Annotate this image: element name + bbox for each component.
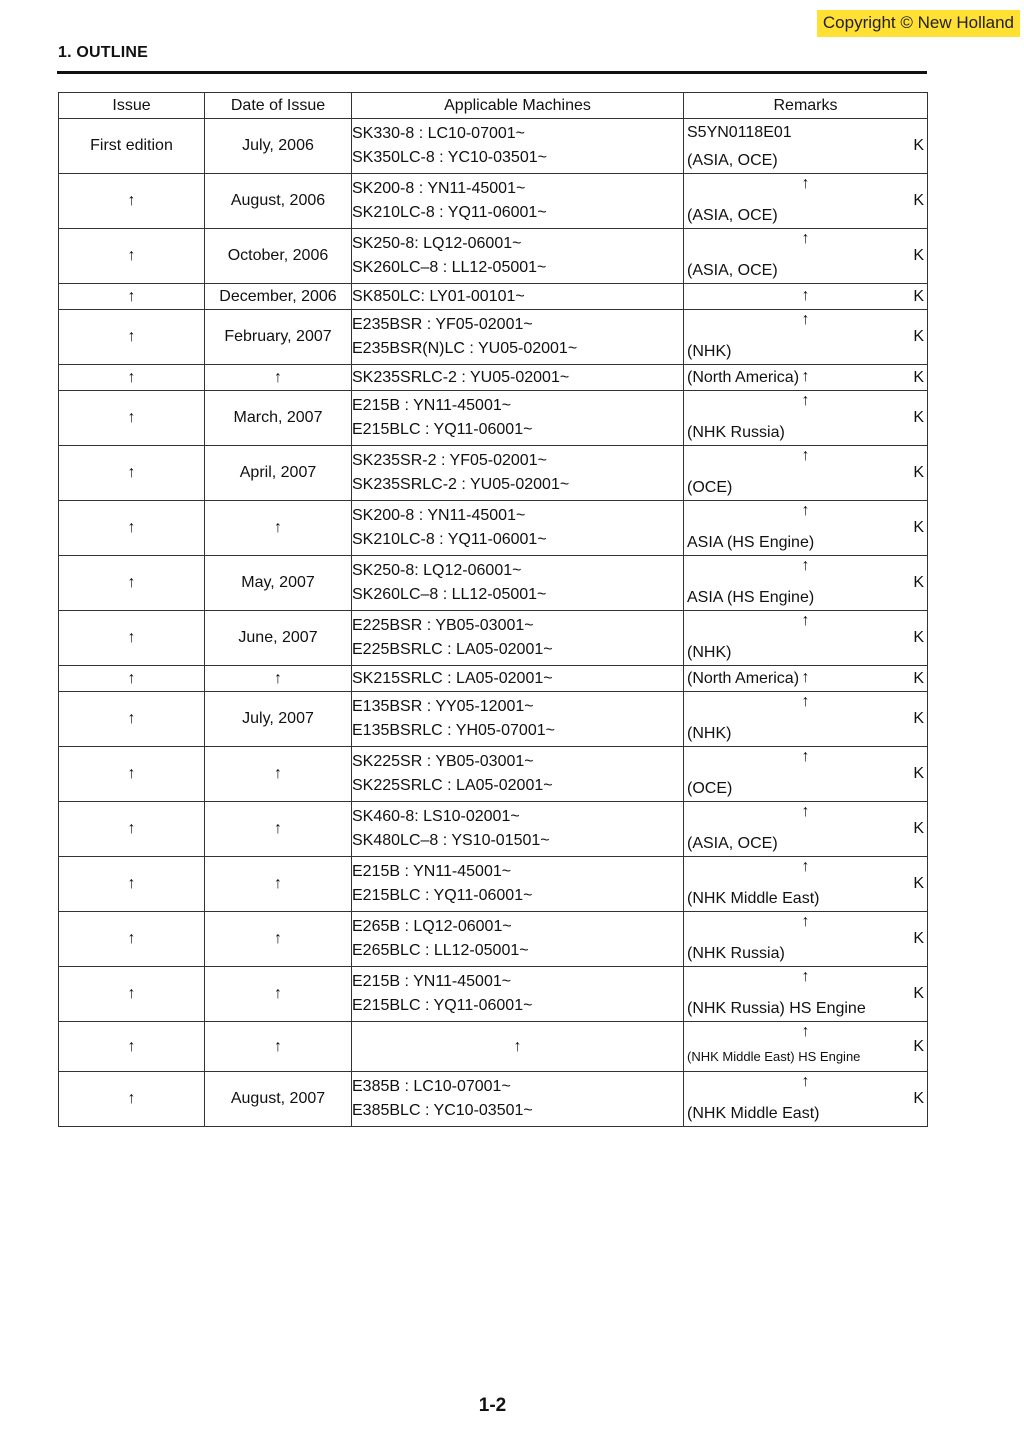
remark-code: K: [913, 765, 924, 782]
remark-region: (OCE): [687, 479, 733, 496]
remarks-cell: [684, 556, 928, 611]
machine-line: SK235SRLC-2 : YU05-02001~: [352, 368, 570, 386]
remark-code: K: [913, 820, 924, 837]
remarks-cell: [684, 365, 928, 391]
machine-line: SK225SRLC : LA05-02001~: [352, 777, 553, 794]
remarks-cell: [684, 310, 928, 365]
table-row: [59, 556, 928, 611]
machine-line: SK200-8 : YN11-45001~: [352, 180, 526, 197]
remark-code: K: [913, 192, 924, 209]
header-date: Date of Issue: [205, 93, 352, 119]
date-cell: October, 2006: [205, 229, 352, 284]
machine-line: E385B : LC10-07001~: [352, 1078, 511, 1095]
remark-top: ↑: [801, 368, 810, 385]
machine-line: E265BLC : LL12-05001~: [352, 942, 529, 959]
machines-cell: [352, 747, 684, 802]
date-cell: June, 2007: [205, 611, 352, 666]
remarks-cell: [684, 666, 928, 692]
machine-line: SK250-8: LQ12-06001~: [352, 562, 522, 579]
machines-cell: [352, 692, 684, 747]
remark-top: ↑: [801, 612, 810, 629]
issue-cell: ↑: [59, 284, 205, 310]
machines-cell: [352, 857, 684, 912]
table-row: [59, 1022, 928, 1072]
remarks-cell: [684, 1072, 928, 1127]
issue-cell: ↑: [59, 446, 205, 501]
remark-top: ↑: [801, 913, 810, 930]
machine-line: SK210LC-8 : YQ11-06001~: [352, 204, 547, 221]
remark-region: (North America): [687, 670, 800, 687]
remarks-cell: [684, 912, 928, 967]
remark-top: ↑: [801, 502, 810, 519]
issue-cell: ↑: [59, 391, 205, 446]
copyright-badge: Copyright © New Holland: [817, 10, 1020, 37]
machines-cell: [352, 310, 684, 365]
remark-code: K: [913, 669, 924, 687]
machine-line: E235BSR(N)LC : YU05-02001~: [352, 340, 578, 357]
remark-top: ↑: [801, 447, 810, 464]
remark-region: (ASIA, OCE): [687, 207, 778, 224]
remark-code: K: [913, 328, 924, 345]
table-row: [59, 310, 928, 365]
machines-cell: [352, 174, 684, 229]
issue-cell: ↑: [59, 365, 205, 391]
table-row: [59, 912, 928, 967]
remark-region: ASIA (HS Engine): [687, 589, 815, 606]
table-row: [59, 229, 928, 284]
remark-code: K: [913, 247, 924, 264]
table-row: [59, 391, 928, 446]
machines-cell: [352, 446, 684, 501]
remark-code: K: [913, 629, 924, 646]
machine-line: SK210LC-8 : YQ11-06001~: [352, 531, 547, 548]
machine-line: SK460-8: LS10-02001~: [352, 808, 520, 825]
remark-top: ↑: [801, 968, 810, 985]
title-rule: [57, 71, 927, 74]
issue-cell: ↑: [59, 666, 205, 692]
remarks-cell: [684, 747, 928, 802]
machine-line: SK235SRLC-2 : YU05-02001~: [352, 476, 570, 493]
remark-region: (North America): [687, 369, 800, 386]
issue-cell: ↑: [59, 802, 205, 857]
remark-region: (OCE): [687, 780, 733, 797]
remark-code: K: [913, 368, 924, 386]
remark-region: (NHK Russia): [687, 945, 785, 962]
remark-code: K: [913, 930, 924, 947]
remark-region: (ASIA, OCE): [687, 152, 778, 169]
remarks-cell: [684, 1022, 928, 1072]
remark-code: K: [913, 985, 924, 1002]
machine-line: SK200-8 : YN11-45001~: [352, 507, 526, 524]
remarks-cell: [684, 692, 928, 747]
issue-cell: ↑: [59, 556, 205, 611]
remarks-cell: [684, 501, 928, 556]
date-cell: August, 2007: [205, 1072, 352, 1127]
remark-top: ↑: [801, 392, 810, 409]
machines-cell: [352, 501, 684, 556]
remark-code: K: [913, 287, 924, 305]
date-cell: ↑: [205, 666, 352, 692]
header-issue: Issue: [59, 93, 205, 119]
machine-line: SK850LC: LY01-00101~: [352, 287, 525, 305]
date-cell: July, 2007: [205, 692, 352, 747]
issue-cell: ↑: [59, 857, 205, 912]
table-row: [59, 1072, 928, 1127]
table-row: [59, 365, 928, 391]
machines-cell: [352, 365, 684, 391]
machine-line: E385BLC : YC10-03501~: [352, 1102, 533, 1119]
machine-line: SK250-8: LQ12-06001~: [352, 235, 522, 252]
table-row: [59, 284, 928, 310]
machine-line: E235BSR : YF05-02001~: [352, 316, 533, 333]
machine-line: E215B : YN11-45001~: [352, 973, 512, 990]
remark-region: (ASIA, OCE): [687, 262, 778, 279]
remark-code: K: [913, 409, 924, 426]
machine-line: SK215SRLC : LA05-02001~: [352, 669, 553, 687]
remark-top: ↑: [801, 175, 810, 192]
issue-cell: First edition: [59, 119, 205, 174]
machines-cell: [352, 284, 684, 310]
machines-cell: [352, 556, 684, 611]
table-body: [59, 119, 928, 1127]
issue-cell: ↑: [59, 967, 205, 1022]
date-cell: ↑: [205, 501, 352, 556]
machines-cell: [352, 1022, 684, 1072]
date-cell: April, 2007: [205, 446, 352, 501]
date-cell: August, 2006: [205, 174, 352, 229]
date-cell: ↑: [205, 1022, 352, 1072]
revision-table: [58, 92, 928, 1127]
machine-line: SK480LC–8 : YS10-01501~: [352, 832, 550, 849]
remarks-cell: [684, 967, 928, 1022]
remark-code: K: [913, 1090, 924, 1107]
remark-top: S5YN0118E01: [687, 124, 792, 141]
remark-top: ↑: [801, 557, 810, 574]
machine-line: E225BSRLC : LA05-02001~: [352, 641, 553, 658]
date-cell: ↑: [205, 967, 352, 1022]
remark-region: (NHK): [687, 725, 732, 742]
remark-region: (NHK Middle East): [687, 890, 820, 907]
machine-line: E225BSR : YB05-03001~: [352, 617, 534, 634]
issue-cell: ↑: [59, 747, 205, 802]
machine-line: SK260LC–8 : LL12-05001~: [352, 259, 547, 276]
remark-code: K: [913, 710, 924, 727]
remark-top: ↑: [801, 693, 810, 710]
date-cell: ↑: [205, 802, 352, 857]
remark-top: ↑: [801, 230, 810, 247]
remarks-cell: [684, 446, 928, 501]
machine-line: E215BLC : YQ11-06001~: [352, 887, 533, 904]
remark-code: K: [913, 519, 924, 536]
machine-line: E215B : YN11-45001~: [352, 863, 512, 880]
remarks-cell: [684, 611, 928, 666]
date-cell: ↑: [205, 912, 352, 967]
table-row: [59, 119, 928, 174]
remarks-cell: [684, 391, 928, 446]
machine-line: SK260LC–8 : LL12-05001~: [352, 586, 547, 603]
issue-cell: ↑: [59, 1072, 205, 1127]
remark-top: ↑: [801, 803, 810, 820]
table-row: [59, 174, 928, 229]
date-cell: July, 2006: [205, 119, 352, 174]
table-row: [59, 501, 928, 556]
table-row: [59, 666, 928, 692]
machines-cell: [352, 611, 684, 666]
machine-line: SK350LC-8 : YC10-03501~: [352, 149, 547, 166]
machines-cell: [352, 666, 684, 692]
remark-top: ↑: [801, 1023, 810, 1040]
machines-cell: [352, 912, 684, 967]
table-row: [59, 446, 928, 501]
issue-cell: ↑: [59, 611, 205, 666]
machines-cell: [352, 119, 684, 174]
date-cell: December, 2006: [205, 284, 352, 310]
machine-line: E135BSR : YY05-12001~: [352, 698, 534, 715]
machines-cell: [352, 1072, 684, 1127]
machine-line: SK235SR-2 : YF05-02001~: [352, 452, 547, 469]
remark-code: K: [913, 875, 924, 892]
table-row: [59, 611, 928, 666]
remarks-cell: [684, 119, 928, 174]
machine-line: E215B : YN11-45001~: [352, 397, 512, 414]
date-cell: May, 2007: [205, 556, 352, 611]
remark-code: K: [913, 464, 924, 481]
header-remarks: Remarks: [684, 93, 928, 119]
machines-cell: [352, 967, 684, 1022]
issue-cell: ↑: [59, 692, 205, 747]
remarks-cell: [684, 174, 928, 229]
remark-top: ↑: [801, 287, 810, 304]
page-number: 1-2: [478, 1395, 507, 1416]
machine-line: SK225SR : YB05-03001~: [352, 753, 534, 770]
table-row: [59, 802, 928, 857]
date-cell: ↑: [205, 747, 352, 802]
issue-cell: ↑: [59, 229, 205, 284]
date-cell: ↑: [205, 857, 352, 912]
table-row: [59, 857, 928, 912]
remark-region: (NHK): [687, 343, 732, 360]
table-row: [59, 967, 928, 1022]
issue-cell: ↑: [59, 501, 205, 556]
remark-region: (NHK): [687, 644, 732, 661]
issue-cell: ↑: [59, 1022, 205, 1072]
remarks-cell: [684, 229, 928, 284]
remark-region: (NHK Middle East): [687, 1105, 820, 1122]
machines-cell: [352, 802, 684, 857]
remarks-cell: [684, 802, 928, 857]
issue-cell: ↑: [59, 912, 205, 967]
remarks-cell: [684, 857, 928, 912]
remark-top: ↑: [801, 669, 810, 686]
issue-cell: ↑: [59, 310, 205, 365]
remark-code: K: [913, 1037, 924, 1055]
machine-line: E265B : LQ12-06001~: [352, 918, 512, 935]
remarks-cell: [684, 284, 928, 310]
date-cell: ↑: [205, 365, 352, 391]
machine-line: E135BSRLC : YH05-07001~: [352, 722, 555, 739]
remark-top: ↑: [801, 311, 810, 328]
issue-cell: ↑: [59, 174, 205, 229]
remark-region: (NHK Middle East) HS Engine: [687, 1049, 861, 1064]
remark-region: ASIA (HS Engine): [687, 534, 815, 551]
table-row: [59, 747, 928, 802]
machine-line: SK330-8 : LC10-07001~: [352, 125, 526, 142]
machine-line: E215BLC : YQ11-06001~: [352, 997, 533, 1014]
remark-top: ↑: [801, 1073, 810, 1090]
remark-code: K: [913, 574, 924, 591]
date-cell: March, 2007: [205, 391, 352, 446]
section-title: 1. OUTLINE: [58, 44, 149, 61]
table-header-row: [59, 93, 928, 119]
machine-line: ↑: [513, 1037, 522, 1055]
remark-region: (NHK Russia) HS Engine: [687, 1000, 866, 1017]
remark-code: K: [913, 137, 924, 154]
header-machines: Applicable Machines: [352, 93, 684, 119]
remark-top: ↑: [801, 748, 810, 765]
machines-cell: [352, 229, 684, 284]
machine-line: E215BLC : YQ11-06001~: [352, 421, 533, 438]
date-cell: February, 2007: [205, 310, 352, 365]
remark-top: ↑: [801, 858, 810, 875]
remark-region: (ASIA, OCE): [687, 835, 778, 852]
remark-region: (NHK Russia): [687, 424, 785, 441]
machines-cell: [352, 391, 684, 446]
table-row: [59, 692, 928, 747]
